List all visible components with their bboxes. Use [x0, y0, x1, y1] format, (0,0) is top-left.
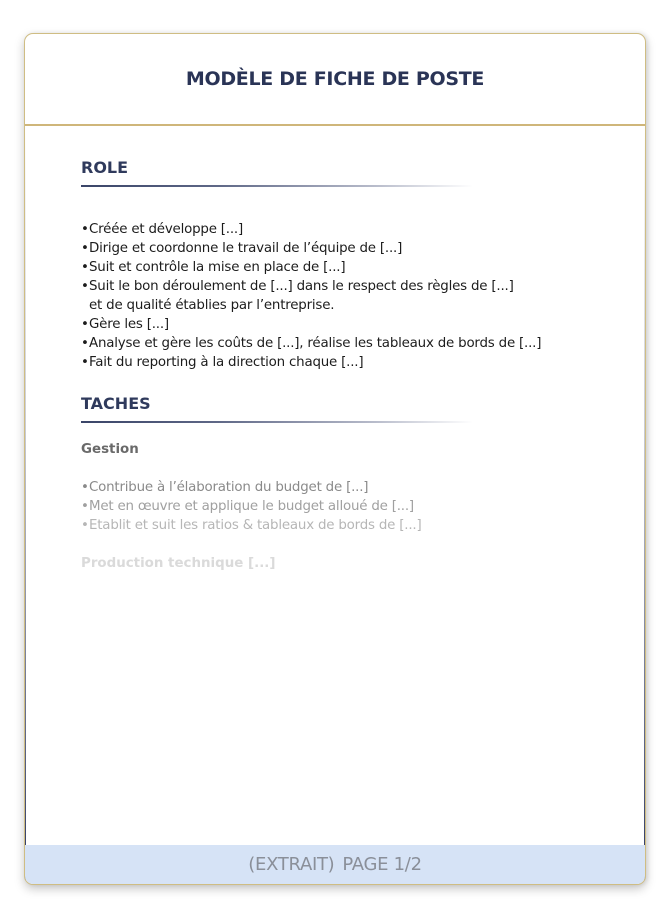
document-header — [25, 34, 645, 126]
role-divider — [81, 185, 473, 187]
role-list — [81, 220, 605, 372]
role-section — [81, 158, 605, 372]
gestion-item: •Contribue à l’élaboration du budget de [...] — [81, 480, 369, 495]
extract-label: (EXTRAIT) — [248, 854, 335, 875]
document-title: MODÈLE DE FICHE DE POSTE — [185, 68, 485, 90]
taches-section — [81, 394, 605, 573]
role-item: •Suit et contrôle la mise en place de [...] — [81, 260, 346, 275]
gestion-item: •Etablit et suit les ratios & tableaux de bords de [...] — [81, 518, 422, 533]
page-edge-right — [644, 124, 646, 884]
role-item: •Créée et développe [...] — [81, 222, 244, 237]
page-edge-left — [24, 124, 26, 884]
document-page — [24, 33, 646, 885]
role-item: •Analyse et gère les coûts de [...], réalise les tableaux de bords de [...] — [81, 336, 542, 351]
page-footer — [25, 845, 645, 884]
role-item: •Suit le bon déroulement de [...] dans le respect des règles de [...] et de qualité établies par l’entreprise. — [81, 277, 605, 315]
taches-divider — [81, 421, 473, 423]
gestion-list — [81, 478, 605, 535]
role-heading: ROLE — [81, 158, 129, 177]
production-subheading: Production technique [...] — [81, 556, 276, 571]
role-item: •Fait du reporting à la direction chaque [...] — [81, 355, 364, 370]
gestion-item: •Met en œuvre et applique le budget alloué de [...] — [81, 499, 414, 514]
role-item: •Gère les [...] — [81, 317, 169, 332]
taches-heading: TACHES — [81, 394, 151, 413]
page-number: PAGE 1/2 — [342, 854, 422, 875]
document-body — [81, 158, 605, 573]
role-item-continuation: et de qualité établies par l’entreprise. — [89, 298, 335, 313]
role-item: •Dirige et coordonne le travail de l’équipe de [...] — [81, 241, 403, 256]
gestion-subheading: Gestion — [81, 442, 139, 457]
